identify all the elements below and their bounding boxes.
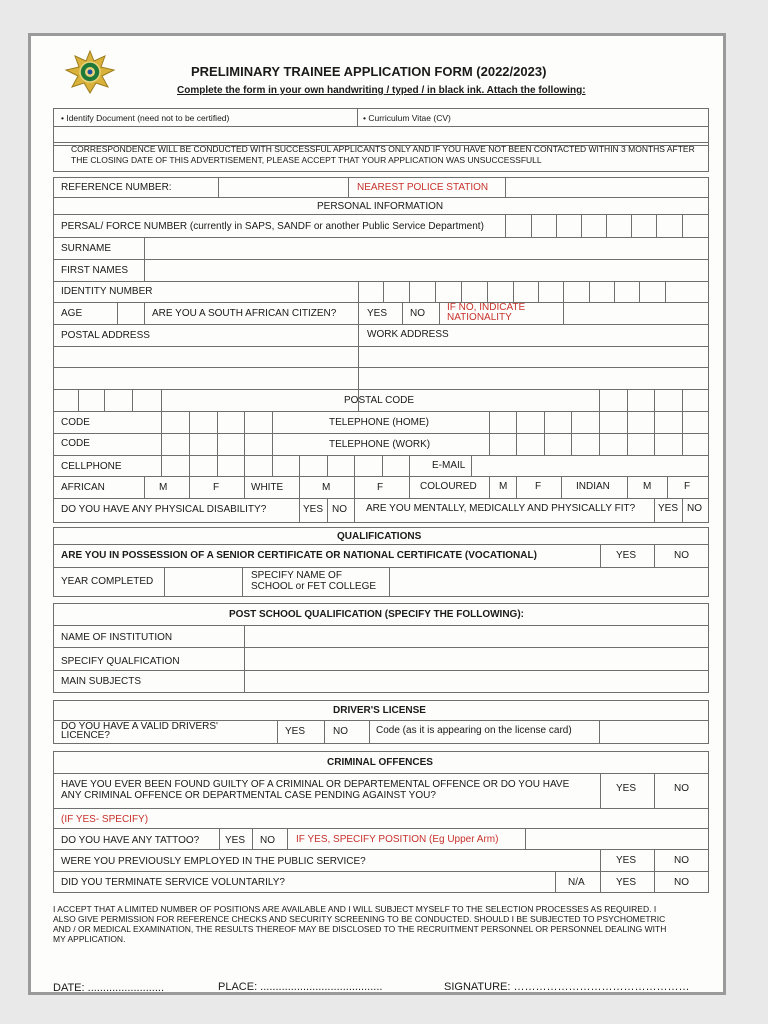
date-field[interactable]: DATE: ......................... [53,982,165,994]
terminate-na-option[interactable]: N/A [568,877,585,888]
citizen-yes-option[interactable]: YES [367,308,388,319]
cellphone-field[interactable] [161,455,409,476]
license-question-line-2: LICENCE? [61,730,110,741]
institution-field[interactable] [244,625,709,647]
telephone-home-label: TELEPHONE (HOME) [329,417,430,428]
senior-certificate-no-option[interactable]: NO [674,550,689,561]
senior-certificate-yes-option[interactable]: YES [616,550,637,561]
fit-question: ARE YOU MENTALLY, MEDICALLY AND PHYSICALLY FIT? [366,503,636,514]
criminal-question [61,779,569,801]
public-service-yes-option[interactable]: YES [616,855,637,866]
email-label: E-MAIL [432,460,466,471]
nationality-field[interactable] [563,302,709,324]
race-white-label: WHITE [251,482,284,493]
if-yes-specify-label: (IF YES- SPECIFY) [61,814,149,825]
year-completed-field[interactable] [164,567,242,597]
if-no-nationality-label [447,303,525,323]
subjects-label: MAIN SUBJECTS [61,676,142,687]
telephone-work-code-field[interactable] [161,433,272,455]
declaration-line-2: ALSO GIVE PERMISSION FOR REFERENCE CHECKS AND SECURITY SCREENING TO BE CONDUCTED. SHOULD I BE SUBJECTED TO PSYCHOMETRIC [53,914,666,924]
criminal-yes-option[interactable]: YES [616,783,637,794]
drivers-license-heading: DRIVER'S LICENSE [333,705,426,716]
school-name-line-2: SCHOOL or FET COLLEGE [251,581,377,592]
race-indian-label: INDIAN [576,481,610,492]
telephone-home-code-field[interactable] [161,411,272,433]
race-african-label: AFRICAN [61,482,105,493]
year-completed-label: YEAR COMPLETED [61,576,154,587]
indian-f-option[interactable]: F [684,481,691,492]
institution-label: NAME OF INSTITUTION [61,632,173,643]
identity-number-label: IDENTITY NUMBER [61,286,153,297]
public-service-question: WERE YOU PREVIOUSLY EMPLOYED IN THE PUBLIC SERVICE? [61,856,366,867]
telephone-work-label: TELEPHONE (WORK) [329,439,431,450]
declaration-line-1: I ACCEPT THAT A LIMITED NUMBER OF POSITIONS ARE AVAILABLE AND I WILL SUBJECT MYSELF TO THE SELECTION PROCESSES AS REQUIRED. I [53,904,657,914]
declaration-text [53,904,666,944]
school-name-line-1: SPECIFY NAME OF [251,570,342,581]
tattoo-position-field[interactable] [525,828,709,849]
age-label: AGE [61,308,83,319]
white-m-option[interactable]: M [322,482,331,493]
qualification-field[interactable] [244,647,709,670]
citizen-question: ARE YOU A SOUTH AFRICAN CITIZEN? [152,308,337,319]
indian-m-option[interactable]: M [643,481,652,492]
post-school-heading: POST SCHOOL QUALIFICATION (SPECIFY THE FOLLOWING): [229,609,524,620]
signature-field[interactable]: SIGNATURE: ………………………………………… [444,981,690,993]
age-field[interactable] [117,302,144,324]
license-question [61,722,218,740]
surname-label: SURNAME [61,243,112,254]
postal-code-field-left[interactable] [53,389,161,411]
persal-number-field[interactable] [505,214,709,237]
license-question-line-1: DO YOU HAVE A VALID DRIVERS' [61,721,218,732]
if-no-line-1: IF NO, INDICATE [447,302,526,313]
declaration-line-3: AND / OR MEDICAL EXAMINATION, THE RESULTS THEREOF MAY BE DISCLOSED TO THE RECRUITMENT PERSONNEL OR PERSONNEL DEALING WITH [53,924,667,934]
coloured-m-option[interactable]: M [499,481,508,492]
senior-certificate-question: ARE YOU IN POSSESSION OF A SENIOR CERTIFICATE OR NATIONAL CERTIFICATE (VOCATIONAL) [61,550,537,561]
criminal-offences-heading: CRIMINAL OFFENCES [327,757,433,768]
first-names-field[interactable] [144,259,709,281]
terminate-yes-option[interactable]: YES [616,877,637,888]
notice-line-1: CORRESPONDENCE WILL BE CONDUCTED WITH SUCCESSFUL APPLICANTS ONLY AND IF YOU HAVE NOT BEEN CONTACTED WITHIN 3 MONTHS AFTER [71,144,695,154]
saps-star-logo [61,50,119,94]
citizen-no-option[interactable]: NO [410,308,425,319]
white-f-option[interactable]: F [377,482,384,493]
personal-information-heading: PERSONAL INFORMATION [317,201,444,212]
criminal-specify-field[interactable] [171,808,709,828]
code-work-label: CODE [61,438,90,449]
license-no-option[interactable]: NO [333,726,348,737]
terminate-no-option[interactable]: NO [674,877,689,888]
terminate-service-question: DID YOU TERMINATE SERVICE VOLUNTARILY? [61,877,285,888]
african-f-option[interactable]: F [213,482,220,493]
identity-number-field[interactable] [358,281,709,302]
telephone-home-field[interactable] [489,411,709,433]
attachment-id-document: • Identify Document (need not to be certified) [61,113,230,123]
school-name-field[interactable] [389,567,709,597]
attachment-cv: • Curriculum Vitae (CV) [363,113,451,123]
postal-address-label: POSTAL ADDRESS [61,330,150,341]
license-code-field[interactable] [599,720,709,744]
license-yes-option[interactable]: YES [285,726,306,737]
qualification-label: SPECIFY QUALFICATION [61,656,180,667]
postal-code-label: POSTAL CODE [344,395,415,406]
public-service-no-option[interactable]: NO [674,855,689,866]
form-subtitle: Complete the form in your own handwriting / typed / in black ink. Attach the following: [177,85,586,96]
criminal-question-line-2: ANY CRIMINAL OFFENCE OR DEPARTMENTAL CASE PENDING AGAINST YOU? [61,790,436,801]
application-form-page [28,33,726,995]
tattoo-position-label: IF YES, SPECIFY POSITION (Eg Upper Arm) [296,834,499,845]
attachment-cv-label: Curriculum Vitae (CV) [368,113,451,123]
qualifications-heading: QUALIFICATIONS [337,531,422,542]
race-coloured-label: COLOURED [420,481,477,492]
if-no-line-2: NATIONALITY [447,312,512,323]
notice-line-2: THE CLOSING DATE OF THIS ADVERTISEMENT, PLEASE ACCEPT THAT YOUR APPLICATION WAS UNSUCCESSFULL [71,155,542,165]
tattoo-no-option[interactable]: NO [260,835,275,846]
coloured-f-option[interactable]: F [535,481,542,492]
nearest-police-station-field[interactable] [505,177,709,197]
disability-no-option[interactable]: NO [332,504,347,515]
form-title: PRELIMINARY TRAINEE APPLICATION FORM (2022/2023) [191,64,547,79]
fit-yes-option[interactable]: YES [658,503,679,514]
disability-yes-option[interactable]: YES [303,504,324,515]
postal-code-field-right[interactable] [599,389,709,411]
attachment-id-label: Identify Document (need not to be certified) [66,113,230,123]
tattoo-question: DO YOU HAVE ANY TATTOO? [61,835,200,846]
tattoo-yes-option[interactable]: YES [225,835,246,846]
disability-question: DO YOU HAVE ANY PHYSICAL DISABILITY? [61,504,267,515]
place-field[interactable]: PLACE: ........................................ [218,981,383,993]
reference-number-label: REFERENCE NUMBER: [61,182,172,193]
criminal-no-option[interactable]: NO [674,783,689,794]
license-code-label: Code (as it is appearing on the license card) [376,725,572,736]
telephone-work-field[interactable] [489,433,709,455]
school-name-label [251,570,376,592]
reference-number-field[interactable] [218,177,348,197]
code-home-label: CODE [61,417,90,428]
criminal-question-line-1: HAVE YOU EVER BEEN FOUND GUILTY OF A CRIMINAL OR DEPARTEMENTAL OFFENCE OR DO YOU HAVE [61,779,570,790]
nearest-police-station-label: NEAREST POLICE STATION [357,182,489,193]
subjects-field[interactable] [244,670,709,693]
fit-no-option[interactable]: NO [687,503,702,514]
persal-number-label: PERSAL/ FORCE NUMBER (currently in SAPS, SANDF or another Public Service Department) [61,221,484,232]
surname-field[interactable] [144,237,709,259]
cellphone-label: CELLPHONE [61,461,122,472]
first-names-label: FIRST NAMES [61,265,129,276]
african-m-option[interactable]: M [159,482,168,493]
declaration-line-4: MY APPLICATION. [53,934,126,944]
work-address-label: WORK ADDRESS [367,329,449,340]
email-field[interactable] [471,455,709,476]
